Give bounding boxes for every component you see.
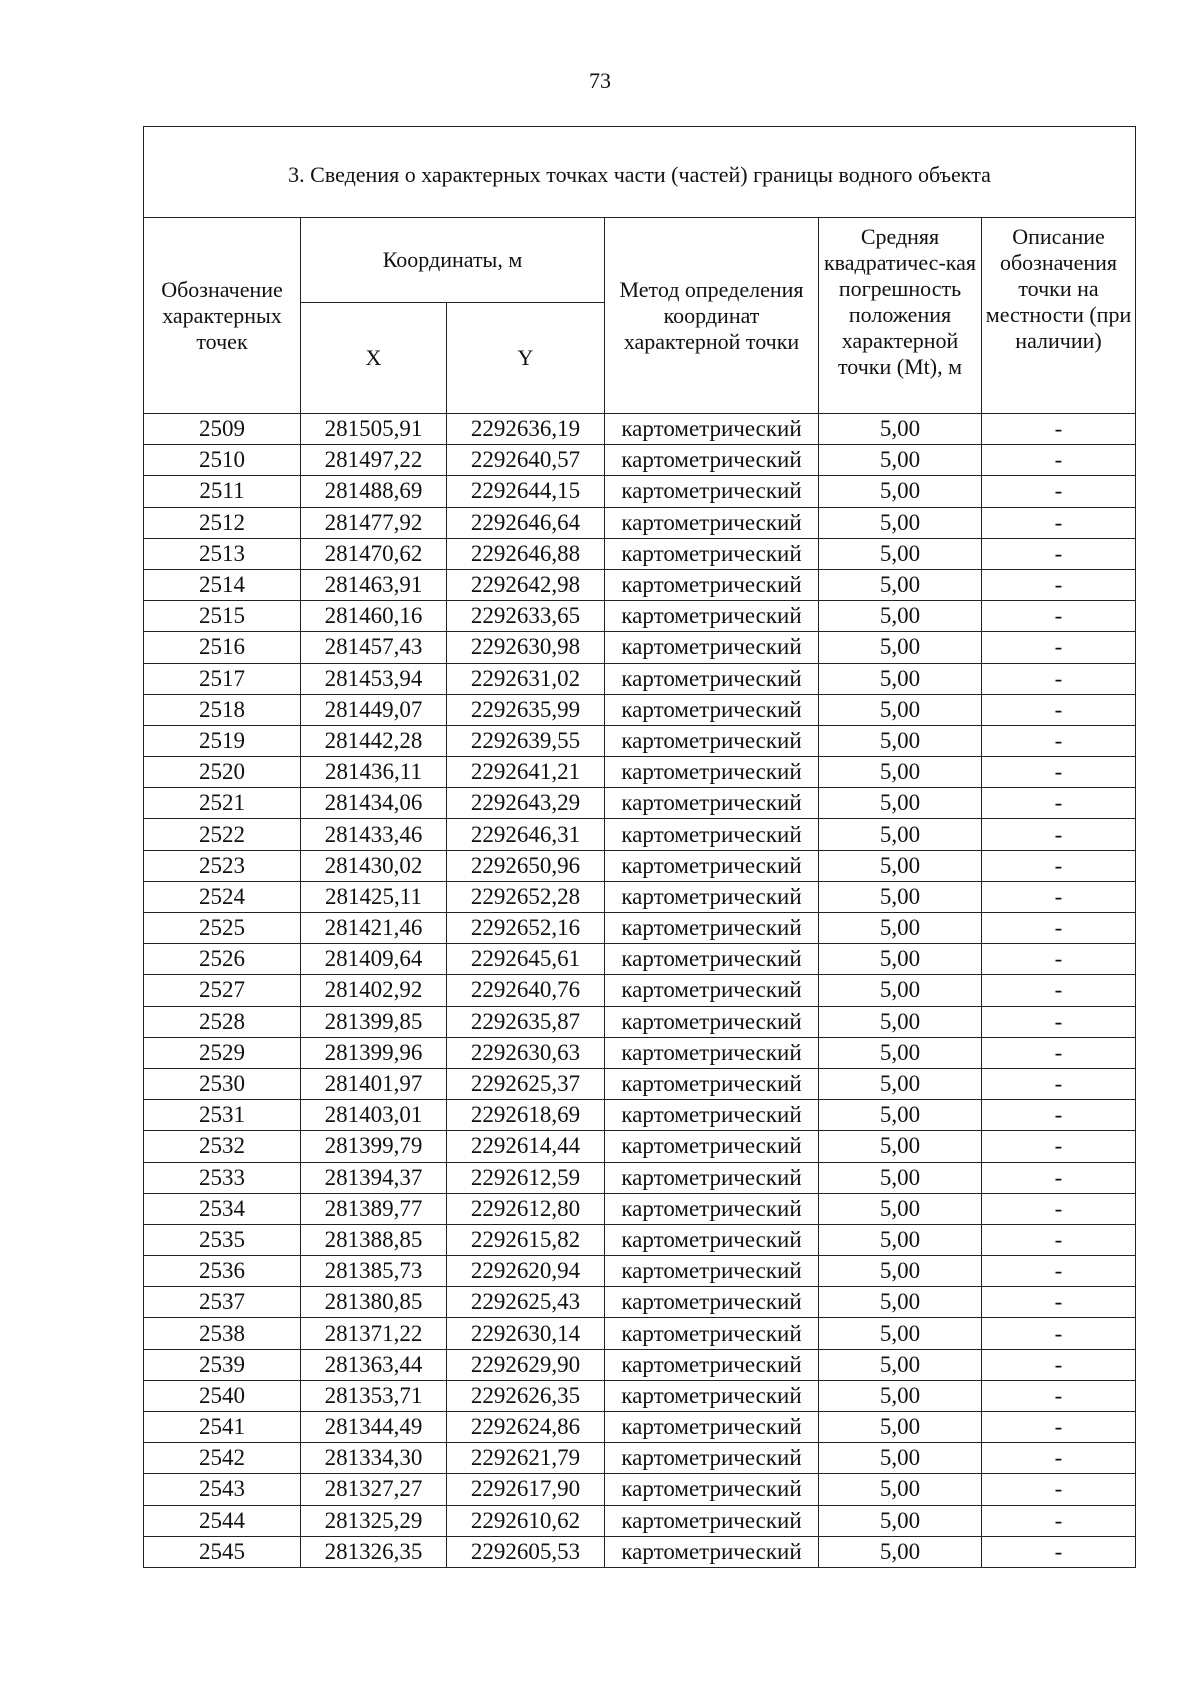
table-row bbox=[144, 476, 1136, 507]
y-coordinate-cell: 2292620,94 bbox=[447, 1256, 605, 1287]
method-cell: картометрический bbox=[605, 1100, 819, 1131]
y-coordinate-cell: 2292630,98 bbox=[447, 632, 605, 663]
description-cell: - bbox=[982, 694, 1136, 725]
description-cell: - bbox=[982, 975, 1136, 1006]
x-coordinate-cell: 281344,49 bbox=[301, 1412, 447, 1443]
error-cell: 5,00 bbox=[819, 632, 982, 663]
x-coordinate-cell: 281399,85 bbox=[301, 1006, 447, 1037]
x-coordinate-cell: 281488,69 bbox=[301, 476, 447, 507]
error-cell: 5,00 bbox=[819, 1380, 982, 1411]
point-id-cell: 2538 bbox=[144, 1318, 301, 1349]
x-coordinate-cell: 281505,91 bbox=[301, 414, 447, 445]
y-coordinate-cell: 2292640,76 bbox=[447, 975, 605, 1006]
page-number: 73 bbox=[589, 68, 611, 93]
description-cell: - bbox=[982, 1256, 1136, 1287]
error-cell: 5,00 bbox=[819, 1318, 982, 1349]
table-row bbox=[144, 788, 1136, 819]
point-id-cell: 2534 bbox=[144, 1193, 301, 1224]
description-cell: - bbox=[982, 1287, 1136, 1318]
point-id-cell: 2541 bbox=[144, 1412, 301, 1443]
y-coordinate-cell: 2292652,28 bbox=[447, 881, 605, 912]
y-coordinate-cell: 2292636,19 bbox=[447, 414, 605, 445]
error-cell: 5,00 bbox=[819, 850, 982, 881]
description-cell: - bbox=[982, 569, 1136, 600]
error-cell: 5,00 bbox=[819, 1224, 982, 1255]
method-cell: картометрический bbox=[605, 1443, 819, 1474]
table-row bbox=[144, 1349, 1136, 1380]
description-cell: - bbox=[982, 881, 1136, 912]
table-row bbox=[144, 507, 1136, 538]
error-cell: 5,00 bbox=[819, 757, 982, 788]
description-cell: - bbox=[982, 1380, 1136, 1411]
method-cell: картометрический bbox=[605, 1474, 819, 1505]
error-cell: 5,00 bbox=[819, 1443, 982, 1474]
table-title: 3. Сведения о характерных точках части (частей) границы водного объекта bbox=[144, 127, 1136, 218]
x-coordinate-cell: 281430,02 bbox=[301, 850, 447, 881]
method-cell: картометрический bbox=[605, 538, 819, 569]
y-coordinate-cell: 2292652,16 bbox=[447, 913, 605, 944]
y-coordinate-cell: 2292625,43 bbox=[447, 1287, 605, 1318]
table-row bbox=[144, 1505, 1136, 1536]
y-coordinate-cell: 2292629,90 bbox=[447, 1349, 605, 1380]
error-cell: 5,00 bbox=[819, 1505, 982, 1536]
description-cell: - bbox=[982, 1037, 1136, 1068]
point-id-cell: 2525 bbox=[144, 913, 301, 944]
error-cell: 5,00 bbox=[819, 414, 982, 445]
table-row bbox=[144, 1162, 1136, 1193]
point-id-cell: 2532 bbox=[144, 1131, 301, 1162]
point-id-cell: 2540 bbox=[144, 1380, 301, 1411]
point-id-cell: 2518 bbox=[144, 694, 301, 725]
method-cell: картометрический bbox=[605, 850, 819, 881]
point-id-cell: 2536 bbox=[144, 1256, 301, 1287]
error-cell: 5,00 bbox=[819, 1068, 982, 1099]
method-cell: картометрический bbox=[605, 601, 819, 632]
method-cell: картометрический bbox=[605, 445, 819, 476]
table-row bbox=[144, 975, 1136, 1006]
description-cell: - bbox=[982, 1318, 1136, 1349]
description-cell: - bbox=[982, 1162, 1136, 1193]
y-coordinate-cell: 2292650,96 bbox=[447, 850, 605, 881]
point-id-cell: 2530 bbox=[144, 1068, 301, 1099]
x-coordinate-cell: 281401,97 bbox=[301, 1068, 447, 1099]
table-row bbox=[144, 1287, 1136, 1318]
method-cell: картометрический bbox=[605, 944, 819, 975]
description-cell: - bbox=[982, 414, 1136, 445]
method-cell: картометрический bbox=[605, 1224, 819, 1255]
table-body bbox=[144, 414, 1136, 1568]
table-row bbox=[144, 850, 1136, 881]
y-coordinate-cell: 2292624,86 bbox=[447, 1412, 605, 1443]
x-coordinate-cell: 281433,46 bbox=[301, 819, 447, 850]
x-coordinate-cell: 281421,46 bbox=[301, 913, 447, 944]
point-id-cell: 2513 bbox=[144, 538, 301, 569]
error-cell: 5,00 bbox=[819, 476, 982, 507]
method-cell: картометрический bbox=[605, 1037, 819, 1068]
y-coordinate-cell: 2292635,99 bbox=[447, 694, 605, 725]
description-cell: - bbox=[982, 1131, 1136, 1162]
header-coordinates: Координаты, м bbox=[301, 218, 605, 303]
description-cell: - bbox=[982, 819, 1136, 850]
description-cell: - bbox=[982, 1443, 1136, 1474]
method-cell: картометрический bbox=[605, 663, 819, 694]
y-coordinate-cell: 2292646,88 bbox=[447, 538, 605, 569]
error-cell: 5,00 bbox=[819, 1349, 982, 1380]
y-coordinate-cell: 2292642,98 bbox=[447, 569, 605, 600]
x-coordinate-cell: 281334,30 bbox=[301, 1443, 447, 1474]
method-cell: картометрический bbox=[605, 819, 819, 850]
table-row bbox=[144, 1068, 1136, 1099]
y-coordinate-cell: 2292617,90 bbox=[447, 1474, 605, 1505]
y-coordinate-cell: 2292646,64 bbox=[447, 507, 605, 538]
method-cell: картометрический bbox=[605, 975, 819, 1006]
method-cell: картометрический bbox=[605, 569, 819, 600]
y-coordinate-cell: 2292640,57 bbox=[447, 445, 605, 476]
point-id-cell: 2527 bbox=[144, 975, 301, 1006]
method-cell: картометрический bbox=[605, 1256, 819, 1287]
method-cell: картометрический bbox=[605, 1068, 819, 1099]
y-coordinate-cell: 2292641,21 bbox=[447, 757, 605, 788]
method-cell: картометрический bbox=[605, 1380, 819, 1411]
header-description: Описание обозначения точки на местности (при наличии) bbox=[982, 218, 1136, 414]
error-cell: 5,00 bbox=[819, 1287, 982, 1318]
x-coordinate-cell: 281388,85 bbox=[301, 1224, 447, 1255]
table-row bbox=[144, 1256, 1136, 1287]
table-row bbox=[144, 601, 1136, 632]
x-coordinate-cell: 281402,92 bbox=[301, 975, 447, 1006]
y-coordinate-cell: 2292635,87 bbox=[447, 1006, 605, 1037]
x-coordinate-cell: 281497,22 bbox=[301, 445, 447, 476]
error-cell: 5,00 bbox=[819, 445, 982, 476]
description-cell: - bbox=[982, 601, 1136, 632]
x-coordinate-cell: 281327,27 bbox=[301, 1474, 447, 1505]
table-row bbox=[144, 881, 1136, 912]
table-row bbox=[144, 1412, 1136, 1443]
table-row bbox=[144, 694, 1136, 725]
y-coordinate-cell: 2292643,29 bbox=[447, 788, 605, 819]
x-coordinate-cell: 281436,11 bbox=[301, 757, 447, 788]
x-coordinate-cell: 281394,37 bbox=[301, 1162, 447, 1193]
x-coordinate-cell: 281453,94 bbox=[301, 663, 447, 694]
table-row bbox=[144, 632, 1136, 663]
table-row bbox=[144, 1037, 1136, 1068]
table-row bbox=[144, 1224, 1136, 1255]
y-coordinate-cell: 2292610,62 bbox=[447, 1505, 605, 1536]
point-id-cell: 2520 bbox=[144, 757, 301, 788]
x-coordinate-cell: 281380,85 bbox=[301, 1287, 447, 1318]
method-cell: картометрический bbox=[605, 1349, 819, 1380]
description-cell: - bbox=[982, 757, 1136, 788]
y-coordinate-cell: 2292625,37 bbox=[447, 1068, 605, 1099]
point-id-cell: 2528 bbox=[144, 1006, 301, 1037]
description-cell: - bbox=[982, 725, 1136, 756]
x-coordinate-cell: 281403,01 bbox=[301, 1100, 447, 1131]
table-row bbox=[144, 944, 1136, 975]
method-cell: картометрический bbox=[605, 476, 819, 507]
error-cell: 5,00 bbox=[819, 601, 982, 632]
table-row bbox=[144, 1006, 1136, 1037]
table-row bbox=[144, 1100, 1136, 1131]
header-method: Метод определения координат характерной точки bbox=[605, 218, 819, 414]
header-mean-square-error: Средняя квадратичес-кая погрешность положения характерной точки (Mt), м bbox=[819, 218, 982, 414]
point-id-cell: 2535 bbox=[144, 1224, 301, 1255]
method-cell: картометрический bbox=[605, 1505, 819, 1536]
method-cell: картометрический bbox=[605, 1162, 819, 1193]
y-coordinate-cell: 2292644,15 bbox=[447, 476, 605, 507]
table-row bbox=[144, 1193, 1136, 1224]
point-id-cell: 2509 bbox=[144, 414, 301, 445]
error-cell: 5,00 bbox=[819, 507, 982, 538]
y-coordinate-cell: 2292618,69 bbox=[447, 1100, 605, 1131]
error-cell: 5,00 bbox=[819, 538, 982, 569]
method-cell: картометрический bbox=[605, 1006, 819, 1037]
error-cell: 5,00 bbox=[819, 819, 982, 850]
table-row bbox=[144, 445, 1136, 476]
table-row bbox=[144, 414, 1136, 445]
method-cell: картометрический bbox=[605, 757, 819, 788]
method-cell: картометрический bbox=[605, 632, 819, 663]
point-id-cell: 2515 bbox=[144, 601, 301, 632]
error-cell: 5,00 bbox=[819, 1131, 982, 1162]
point-id-cell: 2544 bbox=[144, 1505, 301, 1536]
y-coordinate-cell: 2292612,59 bbox=[447, 1162, 605, 1193]
point-id-cell: 2521 bbox=[144, 788, 301, 819]
y-coordinate-cell: 2292631,02 bbox=[447, 663, 605, 694]
table-row bbox=[144, 569, 1136, 600]
point-id-cell: 2543 bbox=[144, 1474, 301, 1505]
y-coordinate-cell: 2292646,31 bbox=[447, 819, 605, 850]
error-cell: 5,00 bbox=[819, 1412, 982, 1443]
error-cell: 5,00 bbox=[819, 1037, 982, 1068]
x-coordinate-cell: 281353,71 bbox=[301, 1380, 447, 1411]
method-cell: картометрический bbox=[605, 1193, 819, 1224]
point-id-cell: 2537 bbox=[144, 1287, 301, 1318]
table-row bbox=[144, 1536, 1136, 1567]
y-coordinate-cell: 2292630,63 bbox=[447, 1037, 605, 1068]
error-cell: 5,00 bbox=[819, 1162, 982, 1193]
x-coordinate-cell: 281470,62 bbox=[301, 538, 447, 569]
x-coordinate-cell: 281371,22 bbox=[301, 1318, 447, 1349]
error-cell: 5,00 bbox=[819, 788, 982, 819]
description-cell: - bbox=[982, 850, 1136, 881]
description-cell: - bbox=[982, 1224, 1136, 1255]
table-row bbox=[144, 757, 1136, 788]
error-cell: 5,00 bbox=[819, 944, 982, 975]
description-cell: - bbox=[982, 476, 1136, 507]
x-coordinate-cell: 281325,29 bbox=[301, 1505, 447, 1536]
point-id-cell: 2512 bbox=[144, 507, 301, 538]
method-cell: картометрический bbox=[605, 1287, 819, 1318]
table-row bbox=[144, 725, 1136, 756]
x-coordinate-cell: 281442,28 bbox=[301, 725, 447, 756]
point-id-cell: 2539 bbox=[144, 1349, 301, 1380]
header-y: Y bbox=[447, 303, 605, 414]
description-cell: - bbox=[982, 632, 1136, 663]
description-cell: - bbox=[982, 1474, 1136, 1505]
description-cell: - bbox=[982, 944, 1136, 975]
point-id-cell: 2533 bbox=[144, 1162, 301, 1193]
description-cell: - bbox=[982, 1068, 1136, 1099]
x-coordinate-cell: 281363,44 bbox=[301, 1349, 447, 1380]
description-cell: - bbox=[982, 445, 1136, 476]
header-designation: Обозначение характерных точек bbox=[144, 218, 301, 414]
method-cell: картометрический bbox=[605, 694, 819, 725]
x-coordinate-cell: 281409,64 bbox=[301, 944, 447, 975]
error-cell: 5,00 bbox=[819, 725, 982, 756]
error-cell: 5,00 bbox=[819, 1193, 982, 1224]
point-id-cell: 2516 bbox=[144, 632, 301, 663]
boundary-points-table bbox=[143, 126, 1136, 1568]
error-cell: 5,00 bbox=[819, 1100, 982, 1131]
table-row bbox=[144, 1131, 1136, 1162]
y-coordinate-cell: 2292612,80 bbox=[447, 1193, 605, 1224]
y-coordinate-cell: 2292645,61 bbox=[447, 944, 605, 975]
method-cell: картометрический bbox=[605, 725, 819, 756]
description-cell: - bbox=[982, 913, 1136, 944]
error-cell: 5,00 bbox=[819, 913, 982, 944]
error-cell: 5,00 bbox=[819, 1256, 982, 1287]
method-cell: картометрический bbox=[605, 414, 819, 445]
table-row bbox=[144, 819, 1136, 850]
x-coordinate-cell: 281389,77 bbox=[301, 1193, 447, 1224]
point-id-cell: 2542 bbox=[144, 1443, 301, 1474]
x-coordinate-cell: 281425,11 bbox=[301, 881, 447, 912]
description-cell: - bbox=[982, 538, 1136, 569]
error-cell: 5,00 bbox=[819, 1006, 982, 1037]
point-id-cell: 2531 bbox=[144, 1100, 301, 1131]
description-cell: - bbox=[982, 1505, 1136, 1536]
description-cell: - bbox=[982, 1412, 1136, 1443]
point-id-cell: 2522 bbox=[144, 819, 301, 850]
x-coordinate-cell: 281449,07 bbox=[301, 694, 447, 725]
table-row bbox=[144, 1380, 1136, 1411]
method-cell: картометрический bbox=[605, 788, 819, 819]
point-id-cell: 2510 bbox=[144, 445, 301, 476]
description-cell: - bbox=[982, 1006, 1136, 1037]
error-cell: 5,00 bbox=[819, 663, 982, 694]
x-coordinate-cell: 281477,92 bbox=[301, 507, 447, 538]
point-id-cell: 2523 bbox=[144, 850, 301, 881]
x-coordinate-cell: 281385,73 bbox=[301, 1256, 447, 1287]
y-coordinate-cell: 2292630,14 bbox=[447, 1318, 605, 1349]
table-row bbox=[144, 1318, 1136, 1349]
error-cell: 5,00 bbox=[819, 975, 982, 1006]
y-coordinate-cell: 2292615,82 bbox=[447, 1224, 605, 1255]
y-coordinate-cell: 2292633,65 bbox=[447, 601, 605, 632]
point-id-cell: 2524 bbox=[144, 881, 301, 912]
point-id-cell: 2519 bbox=[144, 725, 301, 756]
y-coordinate-cell: 2292621,79 bbox=[447, 1443, 605, 1474]
table-row bbox=[144, 913, 1136, 944]
y-coordinate-cell: 2292614,44 bbox=[447, 1131, 605, 1162]
point-id-cell: 2545 bbox=[144, 1536, 301, 1567]
x-coordinate-cell: 281399,79 bbox=[301, 1131, 447, 1162]
x-coordinate-cell: 281460,16 bbox=[301, 601, 447, 632]
description-cell: - bbox=[982, 788, 1136, 819]
description-cell: - bbox=[982, 1349, 1136, 1380]
method-cell: картометрический bbox=[605, 881, 819, 912]
error-cell: 5,00 bbox=[819, 1536, 982, 1567]
x-coordinate-cell: 281457,43 bbox=[301, 632, 447, 663]
point-id-cell: 2526 bbox=[144, 944, 301, 975]
method-cell: картометрический bbox=[605, 1131, 819, 1162]
description-cell: - bbox=[982, 1100, 1136, 1131]
table-row bbox=[144, 538, 1136, 569]
table-row bbox=[144, 663, 1136, 694]
x-coordinate-cell: 281326,35 bbox=[301, 1536, 447, 1567]
point-id-cell: 2529 bbox=[144, 1037, 301, 1068]
point-id-cell: 2514 bbox=[144, 569, 301, 600]
y-coordinate-cell: 2292639,55 bbox=[447, 725, 605, 756]
error-cell: 5,00 bbox=[819, 881, 982, 912]
x-coordinate-cell: 281434,06 bbox=[301, 788, 447, 819]
description-cell: - bbox=[982, 1536, 1136, 1567]
description-cell: - bbox=[982, 663, 1136, 694]
method-cell: картометрический bbox=[605, 1536, 819, 1567]
description-cell: - bbox=[982, 507, 1136, 538]
error-cell: 5,00 bbox=[819, 569, 982, 600]
method-cell: картометрический bbox=[605, 913, 819, 944]
table-row bbox=[144, 1443, 1136, 1474]
y-coordinate-cell: 2292605,53 bbox=[447, 1536, 605, 1567]
point-id-cell: 2511 bbox=[144, 476, 301, 507]
method-cell: картометрический bbox=[605, 1318, 819, 1349]
x-coordinate-cell: 281463,91 bbox=[301, 569, 447, 600]
method-cell: картометрический bbox=[605, 507, 819, 538]
error-cell: 5,00 bbox=[819, 1474, 982, 1505]
method-cell: картометрический bbox=[605, 1412, 819, 1443]
header-x: X bbox=[301, 303, 447, 414]
error-cell: 5,00 bbox=[819, 694, 982, 725]
table-row bbox=[144, 1474, 1136, 1505]
y-coordinate-cell: 2292626,35 bbox=[447, 1380, 605, 1411]
point-id-cell: 2517 bbox=[144, 663, 301, 694]
description-cell: - bbox=[982, 1193, 1136, 1224]
x-coordinate-cell: 281399,96 bbox=[301, 1037, 447, 1068]
